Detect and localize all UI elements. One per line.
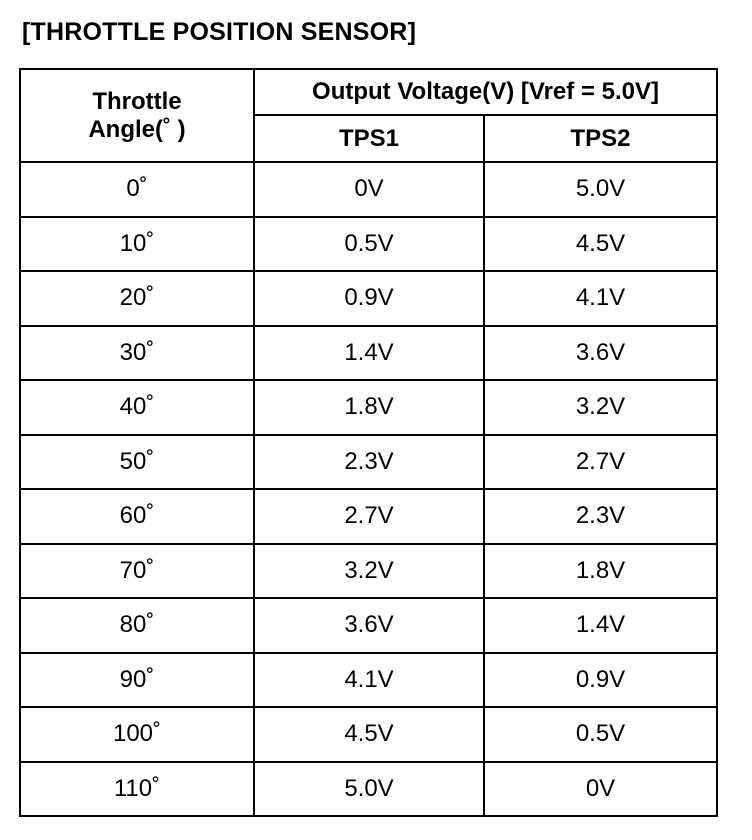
tps2-cell: 3.2V <box>484 380 717 435</box>
table-row <box>20 435 717 490</box>
table-row <box>20 707 717 762</box>
tps1-cell: 2.3V <box>254 435 484 490</box>
angle-cell: 0˚ <box>20 162 254 217</box>
table-row <box>20 380 717 435</box>
tps2-cell: 0V <box>484 762 717 817</box>
table-row <box>20 217 717 272</box>
throttle-angle-header-line1: Throttle <box>92 87 182 115</box>
tps1-cell: 0.9V <box>254 271 484 326</box>
tps1-cell: 3.2V <box>254 544 484 599</box>
angle-cell: 10˚ <box>20 217 254 272</box>
tps1-cell: 5.0V <box>254 762 484 817</box>
page-title: [THROTTLE POSITION SENSOR] <box>22 18 417 46</box>
angle-cell: 80˚ <box>20 598 254 653</box>
tps2-cell: 1.4V <box>484 598 717 653</box>
tps2-cell: 4.1V <box>484 271 717 326</box>
tps2-cell: 0.5V <box>484 707 717 762</box>
table-row <box>20 653 717 708</box>
tps1-cell: 1.8V <box>254 380 484 435</box>
angle-cell: 20˚ <box>20 271 254 326</box>
tps2-cell: 1.8V <box>484 544 717 599</box>
table-row <box>20 544 717 599</box>
angle-cell: 50˚ <box>20 435 254 490</box>
tps2-cell: 4.5V <box>484 217 717 272</box>
table-row <box>20 271 717 326</box>
angle-cell: 30˚ <box>20 326 254 381</box>
table-row <box>20 598 717 653</box>
table-row <box>20 326 717 381</box>
angle-cell: 110˚ <box>20 762 254 817</box>
angle-cell: 90˚ <box>20 653 254 708</box>
throttle-angle-header <box>20 69 254 162</box>
tps2-cell: 0.9V <box>484 653 717 708</box>
tps2-cell: 2.3V <box>484 489 717 544</box>
angle-cell: 40˚ <box>20 380 254 435</box>
tps1-cell: 1.4V <box>254 326 484 381</box>
output-voltage-header: Output Voltage(V) [Vref = 5.0V] <box>254 69 717 115</box>
table-row <box>20 162 717 217</box>
tps2-cell: 3.6V <box>484 326 717 381</box>
tps1-cell: 0V <box>254 162 484 217</box>
tps1-cell: 2.7V <box>254 489 484 544</box>
table-row <box>20 489 717 544</box>
tps1-cell: 3.6V <box>254 598 484 653</box>
throttle-position-table <box>19 68 718 817</box>
table-row <box>20 762 717 817</box>
angle-cell: 100˚ <box>20 707 254 762</box>
tps2-header: TPS2 <box>484 115 717 162</box>
throttle-angle-header-line2: Angle(˚ ) <box>88 115 186 143</box>
tps2-cell: 2.7V <box>484 435 717 490</box>
tps1-cell: 4.1V <box>254 653 484 708</box>
tps1-header: TPS1 <box>254 115 484 162</box>
tps1-cell: 0.5V <box>254 217 484 272</box>
angle-cell: 70˚ <box>20 544 254 599</box>
tps1-cell: 4.5V <box>254 707 484 762</box>
tps2-cell: 5.0V <box>484 162 717 217</box>
angle-cell: 60˚ <box>20 489 254 544</box>
